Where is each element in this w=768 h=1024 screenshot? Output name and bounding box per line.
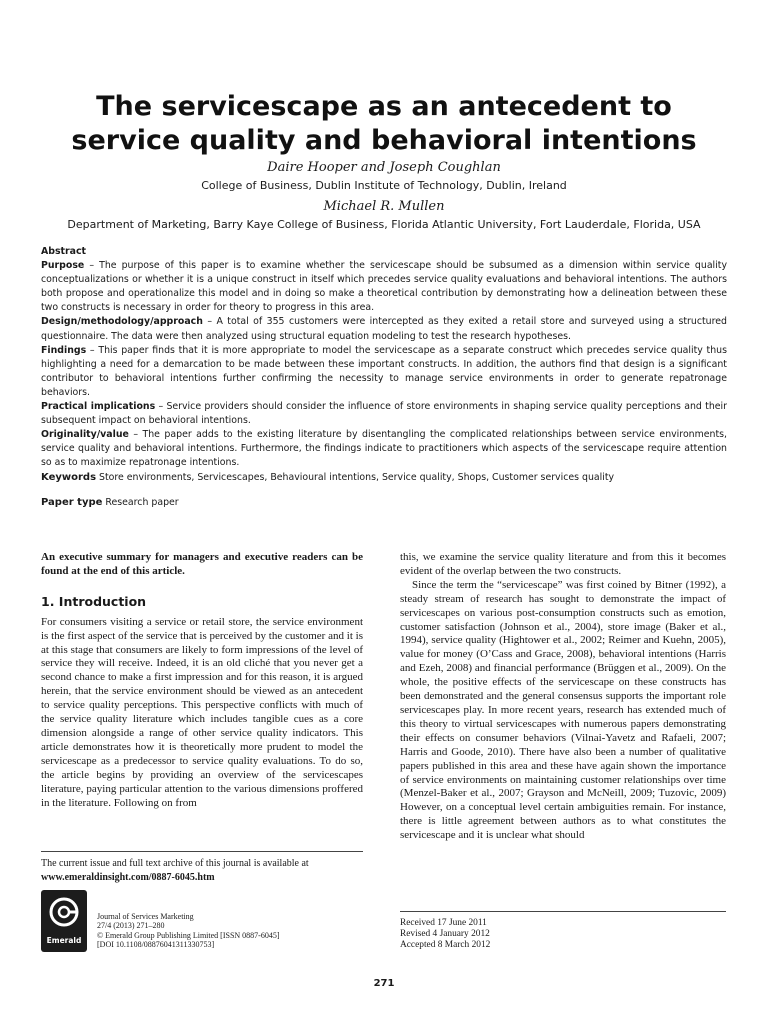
article-dates bbox=[400, 918, 600, 951]
paper-type-label: Paper type bbox=[41, 497, 103, 508]
archive-url[interactable]: www.emeraldinsight.com/0887-6045.htm bbox=[41, 872, 215, 883]
page-number: 271 bbox=[373, 978, 395, 989]
originality-label: Originality/value bbox=[41, 429, 129, 441]
right-paragraph-2: Since the term the “servicescape” was first coined by Bitner (1992), a steady stream of research has sought to demonstrate the impact of servicescapes on various post-consumption constructs such as emotion, customer satisfaction (Johnson et al., 2004), store image (Baker et al., 1994), service quality (Hightower et al., 2002; Reimer and Kuehn, 2005), value for money (O’Cass and Grace, 2008), behavioral intentions (Harris and Ezeh, 2008) and financial performance (Brüggen et al., 2009). On the whole, the positive effects of the servicescape on these constructs has been demonstrated and the general consensus supports the important role servicescapes play. In more recent years, research has extended much of this theory to virtual servicescapes with numerous papers demonstrating their effects on consumer behaviors (Vilnai-Yavetz and Rafaeli, 2007; Harris and Goode, 2010). There have also been a number of qualitative papers published in this area and these have again shown the importance of service environments on maintaining customer relationships over time (Menzel-Baker et al., 2007; Grayson and McNeill, 2009; Tuzovic, 2009) However, on a conceptual level certain ambiguities remain. For instance, there is little agreement between authors as to what constitutes the servicescape and it is unclear what should bbox=[400, 578, 726, 842]
originality-text: – The paper adds to the existing literature by disentangling the complicated relationships between service environments, service quality and behavioral intentions. Furthermore, the findings indicate to practitioners which aspects of the servicescape require attention so as to maximize repatronage intentions. bbox=[41, 429, 727, 469]
paper-type bbox=[41, 497, 179, 508]
received-date: Received 17 June 2011 bbox=[400, 918, 487, 928]
abstract-purpose bbox=[41, 259, 727, 315]
abstract-practical bbox=[41, 400, 727, 428]
paper-type-text: Research paper bbox=[105, 497, 179, 508]
keywords bbox=[41, 472, 614, 483]
emerald-logo bbox=[41, 890, 87, 952]
journal-name: Journal of Services Marketing bbox=[97, 912, 194, 921]
journal-info bbox=[97, 912, 337, 950]
accepted-date: Accepted 8 March 2012 bbox=[400, 940, 491, 950]
executive-summary-note: An executive summary for managers and executive readers can be found at the end of this article. bbox=[41, 551, 363, 577]
left-column bbox=[41, 551, 363, 810]
abstract-heading: Abstract bbox=[41, 246, 87, 257]
findings-label: Findings bbox=[41, 344, 87, 356]
archive-note bbox=[41, 857, 363, 885]
abstract-originality bbox=[41, 428, 727, 470]
purpose-text: – The purpose of this paper is to examine whether the servicescape should be subsumed as a dimension within service quality conceptualizations or whether it is a unique construct in itself which precedes service quality evaluations and behavioral intentions. The authors both propose and operationalize this model and in doing so make a theoretical contribution by demonstrating how a delineation between these two constructs is necessary in order for theory to progress in this area. bbox=[41, 260, 727, 314]
intro-paragraph: For consumers visiting a service or retail store, the service environment is the first aspect of the service that is perceived by the customer and it is at this stage that consumers are likely to form impressions of the level of service they will receive. Indeed, it is an old cliché that you never get a second chance to make a first impression and for this reason, it is argued herein, that the service environment should be viewed as an antecedent to service quality perceptions. This perspective conflicts with much of the service quality literature which includes tangible cues as a core dimension alongside a range of other service quality indicators. This article demonstrates how it is theoretically more prudent to model the servicescape as a predecessor to service quality evaluations. To do so, the article begins by providing an overview of the servicescapes literature, paying particular attention to the various dimensions proffered in the literature. Following on from bbox=[41, 615, 363, 809]
journal-volume: 27/4 (2013) 271–280 bbox=[97, 921, 165, 931]
practical-label: Practical implications bbox=[41, 401, 156, 413]
author-line-2: Michael R. Mullen bbox=[323, 199, 445, 214]
design-label: Design/methodology/approach bbox=[41, 316, 203, 328]
abstract-findings bbox=[41, 344, 727, 400]
practical-text: – Service providers should consider the influence of store environments in shaping service quality perceptions and their subsequent impact on behavioral intentions. bbox=[41, 401, 727, 427]
abstract-design bbox=[41, 315, 727, 343]
journal-doi: [DOI 10.1108/08876041311330753] bbox=[97, 940, 215, 950]
logo-label: Emerald bbox=[46, 936, 82, 945]
right-paragraph-1: this, we examine the service quality literature and from this it becomes evident of the overlap between the two constructs. bbox=[400, 551, 726, 577]
dates-divider bbox=[400, 911, 726, 912]
affiliation-2: Department of Marketing, Barry Kaye College of Business, Florida Atlantic University, Fort Lauderdale, Florida, USA bbox=[67, 218, 701, 231]
design-text: – A total of 355 customers were intercepted as they exited a retail store and surveyed using a structured questionnaire. The data were then analyzed using structural equation modeling to test the research hypotheses. bbox=[41, 316, 727, 342]
abstract bbox=[41, 245, 727, 471]
revised-date: Revised 4 January 2012 bbox=[400, 929, 490, 939]
keywords-label: Keywords bbox=[41, 472, 97, 483]
footnote-divider bbox=[41, 851, 363, 852]
purpose-label: Purpose bbox=[41, 260, 85, 272]
emerald-e-icon bbox=[41, 890, 87, 936]
journal-publisher: © Emerald Group Publishing Limited [ISSN 0887-6045] bbox=[97, 930, 280, 940]
affiliation-1: College of Business, Dublin Institute of Technology, Dublin, Ireland bbox=[201, 179, 567, 192]
keywords-text: Store environments, Servicescapes, Behavioural intentions, Service quality, Shops, Customer services quality bbox=[99, 472, 615, 483]
paper-title: The servicescape as an antecedent to service quality and behavioral intentions bbox=[71, 91, 697, 156]
findings-text: – This paper finds that it is more appropriate to model the servicescape as a separate construct which precedes service quality thus highlighting a need for a demarcation to be made between these important constructs. In addition, the authors find that design is a significant contributor to behavioral intentions further confirming the necessity to manage service environments in order to generate repatronage behaviors. bbox=[41, 344, 727, 398]
archive-text: The current issue and full text archive of this journal is available at bbox=[41, 858, 309, 869]
author-line-1: Daire Hooper and Joseph Coughlan bbox=[267, 160, 501, 175]
right-column bbox=[400, 551, 726, 843]
section-heading: 1. Introduction bbox=[41, 593, 147, 609]
